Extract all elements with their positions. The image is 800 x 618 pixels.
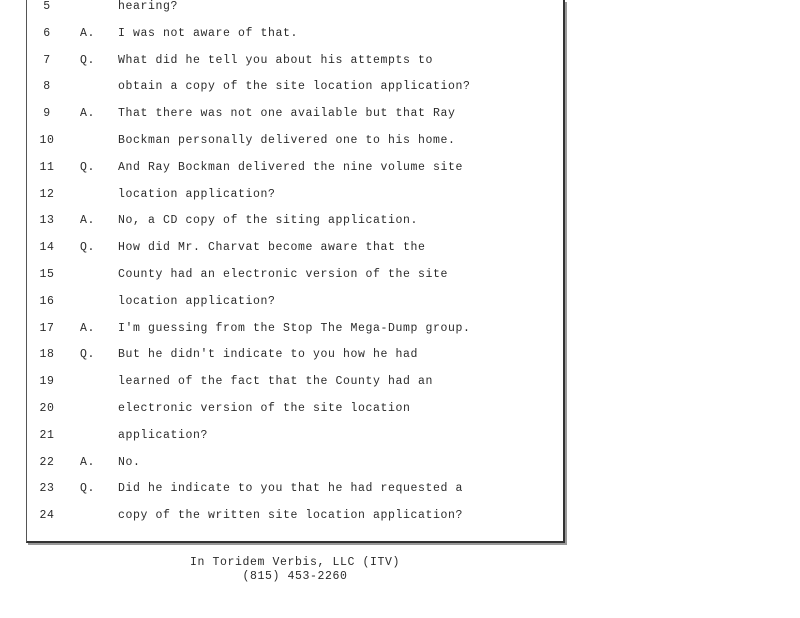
speaker-label: A. [80, 455, 96, 469]
line-number: 8 [43, 80, 51, 94]
line-number: 9 [43, 107, 51, 121]
line-text: County had an electronic version of the site [118, 268, 449, 281]
line-number: 22 [39, 455, 55, 469]
transcript-line [0, 237, 800, 259]
line-number: 15 [39, 268, 55, 281]
line-number: 18 [39, 348, 55, 362]
line-number: 14 [39, 241, 55, 255]
line-number: 10 [39, 134, 55, 147]
transcript-line [0, 50, 800, 72]
transcript-line [0, 425, 800, 447]
transcript-line [0, 291, 800, 313]
transcript-line [0, 371, 800, 393]
line-number: 16 [39, 294, 55, 308]
line-number: 23 [39, 482, 55, 496]
transcript-line [0, 264, 800, 286]
line-number: 6 [43, 26, 51, 40]
line-text: But he didn't indicate to you how he had [118, 348, 419, 362]
line-number: 5 [43, 0, 51, 13]
line-text: Did he indicate to you that he had requested a [118, 482, 464, 496]
line-text: Bockman personally delivered one to his home. [118, 134, 456, 147]
line-text: How did Mr. Charvat become aware that the [118, 241, 426, 255]
line-number: 19 [39, 375, 55, 389]
line-text: No. [118, 455, 141, 469]
transcript-line [0, 0, 800, 18]
transcript-line [0, 103, 800, 125]
line-text: No, a CD copy of the siting application. [118, 214, 419, 228]
line-number: 21 [39, 428, 55, 442]
speaker-label: Q. [80, 53, 96, 67]
transcript-line [0, 210, 800, 232]
line-number: 12 [39, 187, 55, 201]
transcript-line [0, 398, 800, 420]
transcript-line [0, 23, 800, 45]
line-number: 13 [39, 214, 55, 228]
line-number: 7 [43, 53, 51, 67]
speaker-label: Q. [80, 160, 96, 174]
line-text: And Ray Bockman delivered the nine volume site [118, 160, 464, 174]
line-text: location application? [118, 187, 276, 201]
transcript-line [0, 478, 800, 500]
speaker-label: A. [80, 214, 96, 228]
speaker-label: Q. [80, 348, 96, 362]
transcript-line [0, 452, 800, 474]
speaker-label: Q. [80, 241, 96, 255]
line-number: 11 [39, 160, 55, 174]
transcript-line [0, 130, 800, 152]
footer-phone: (815) 453-2260 [242, 570, 348, 583]
transcript-line [0, 157, 800, 179]
line-text: copy of the written site location application? [118, 509, 464, 523]
line-text: application? [118, 428, 209, 442]
line-number: 24 [39, 509, 55, 523]
line-text: What did he tell you about his attempts to [118, 53, 434, 67]
transcript-line [0, 344, 800, 366]
line-text: I was not aware of that. [118, 26, 299, 40]
line-text: That there was not one available but that Ray [118, 107, 456, 121]
line-number: 20 [39, 402, 55, 415]
line-text: obtain a copy of the site location application? [118, 80, 471, 94]
line-text: hearing? [118, 0, 179, 13]
speaker-label: A. [80, 321, 96, 335]
footer-company: In Toridem Verbis, LLC (ITV) [189, 556, 401, 569]
line-text: location application? [118, 294, 276, 308]
speaker-label: Q. [80, 482, 96, 496]
transcript-line [0, 184, 800, 206]
transcript-line [0, 318, 800, 340]
line-text: I'm guessing from the Stop The Mega-Dump group. [118, 321, 471, 335]
line-text: learned of the fact that the County had an [118, 375, 434, 389]
line-number: 17 [39, 321, 55, 335]
speaker-label: A. [80, 107, 96, 121]
transcript-line [0, 76, 800, 98]
speaker-label: A. [80, 26, 96, 40]
line-text: electronic version of the site location [118, 402, 411, 415]
transcript-line [0, 505, 800, 527]
